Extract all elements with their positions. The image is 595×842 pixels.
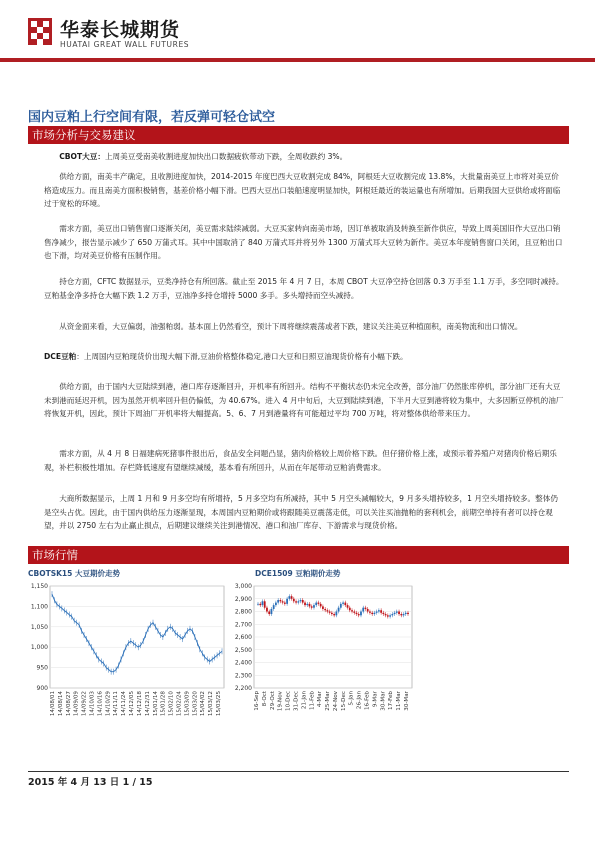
x-tick-label: 16-Feb: [364, 691, 371, 711]
candle-body: [313, 605, 315, 608]
candle-body: [396, 612, 398, 613]
x-tick-label: 15/01/14: [152, 691, 159, 717]
paragraph-text: ：上周国内豆粕现货价出现大幅下滑,豆油价格整体稳定,港口大豆和日照豆油现货价格有小幅下跌。: [76, 352, 408, 361]
section-title: 市场行情: [32, 548, 78, 562]
candle-body: [311, 606, 313, 607]
x-axis-ticks: [254, 690, 410, 711]
y-tick-label: 1,100: [30, 603, 48, 611]
x-tick-label: 15/03/20: [192, 691, 199, 717]
candle-body: [320, 604, 322, 607]
candle-body: [275, 603, 277, 606]
x-tick-label: 16-Sep: [254, 691, 260, 711]
candle-body: [264, 601, 266, 607]
x-tick-label: 15/04/02: [200, 691, 207, 717]
candle-body: [400, 614, 402, 615]
x-tick-label: 17-Feb: [388, 691, 395, 711]
chart-title-dce: DCE1509 豆粕期价走势: [255, 569, 341, 578]
x-tick-label: 29-Oct: [269, 691, 276, 710]
y-tick-label: 2,400: [234, 659, 252, 667]
x-tick-label: 14/08/14: [57, 691, 64, 717]
candle-body: [360, 612, 362, 616]
candle-body: [374, 613, 376, 614]
section-header-analysis: [28, 126, 569, 143]
candle-body: [391, 614, 393, 615]
x-tick-label: 14/09/22: [81, 691, 88, 717]
candle-body: [288, 596, 290, 599]
x-tick-label: 14/09/09: [73, 691, 80, 717]
y-tick-label: 1,000: [30, 644, 48, 652]
company-name-en: HUATAI GREAT WALL FUTURES: [60, 40, 190, 49]
paragraph-cbot-demand: 需求方面，美豆出口销售窗口逐渐关闭，美豆需求陆续减弱。大豆买家转向南美市场，因订单被取消及转换至新作供应，导致上周美国旧作大豆出口销售净减少，报告显示减少了 650 万蒲式耳。其中中国取消了 840 万蒲式耳并将另外 1300 万蒲式耳大豆转为新作。美豆本年度销售窗口关闭，且豆粕出口也下滑，均对美豆价格有压制作用。: [44, 224, 563, 261]
paragraph-cbot-funds: 从资金面来看，大豆偏弱，油强粕弱。基本面上仍然看空，预计下周将继续震荡或者下跌，建议关注美豆种植面积，南美物流和出口情况。: [59, 322, 523, 331]
candle-body: [262, 601, 264, 605]
candle-body: [398, 612, 400, 615]
y-tick-label: 1,050: [30, 623, 48, 631]
candle-body: [284, 603, 286, 604]
x-tick-label: 15/03/12: [208, 691, 215, 717]
x-tick-label: 26-Jan: [356, 691, 363, 710]
x-tick-label: 10-Dec: [285, 691, 292, 711]
y-tick-label: 900: [36, 685, 48, 692]
candle-body: [271, 609, 273, 614]
x-tick-label: 15/01/28: [160, 691, 167, 717]
report-title: 国内豆粕上行空间有限，若反弹可轻仓试空: [28, 110, 276, 125]
candle-body: [257, 604, 259, 605]
candle-body: [403, 614, 405, 615]
section-underline: [28, 143, 569, 144]
candle-body: [331, 613, 333, 614]
candle-body: [376, 612, 378, 613]
x-tick-label: 14/10/16: [97, 691, 104, 717]
candle-body: [309, 604, 311, 607]
x-tick-label: 15-Dec: [340, 691, 347, 711]
x-tick-label: 24-Nov: [332, 691, 339, 712]
candle-body: [277, 600, 279, 603]
x-tick-label: 14/12/18: [136, 691, 143, 717]
candle-body: [322, 606, 324, 609]
y-tick-label: 2,300: [234, 672, 252, 680]
candle-body: [295, 601, 297, 602]
candle-body: [302, 600, 304, 603]
plot-frame: [50, 586, 224, 688]
candle-body: [291, 596, 293, 599]
candle-body: [297, 601, 299, 602]
y-tick-label: 2,200: [234, 685, 252, 692]
candle-body: [266, 608, 268, 612]
candle-body: [268, 612, 270, 615]
paragraph-cbot-supply: 供给方面，南美丰产确定，且收割进度加快，2014-2015 年度巴西大豆收割完成 84%，阿根廷大豆收割完成 13.8%，大批量南美豆上市将对美豆价格造成压力。而且南美方面积极销售，基差价格小幅下滑。巴西大豆出口装船速度明显加快，阿根廷最近的装运量也有所增加。后期我国大豆供给或将面临过于宽松的环境。: [44, 172, 561, 209]
candle-body: [279, 600, 281, 601]
x-tick-label: 25-Mar: [325, 691, 332, 711]
x-tick-label: 14/10/29: [105, 691, 112, 717]
candle-body: [358, 614, 360, 615]
candle-body: [367, 609, 369, 612]
candle-body: [405, 613, 407, 614]
candle-body: [340, 604, 342, 608]
candle-body: [344, 603, 346, 606]
chart-axes: [235, 583, 412, 692]
cbot-price-chart: [28, 580, 228, 758]
x-tick-label: 14/10/03: [89, 691, 96, 717]
x-tick-label: 15/02/24: [176, 691, 183, 717]
footer-divider: [28, 771, 569, 772]
dce-price-chart: [230, 580, 420, 758]
section-header-market: [28, 546, 569, 563]
x-tick-label: 14/11/11: [113, 691, 120, 717]
candle-body: [387, 615, 389, 616]
y-tick-label: 950: [36, 664, 48, 672]
paragraph-text: 上周美豆受南美收割进度加快出口数据疲软带动下跌，全周收跌约 3%。: [104, 152, 348, 161]
x-tick-label: 15/03/09: [184, 691, 191, 717]
candle-body: [385, 614, 387, 615]
x-axis-ticks: [50, 691, 222, 717]
x-tick-label: 11-Mar: [396, 691, 403, 711]
x-tick-label: 14/12/31: [144, 691, 151, 717]
candle-body: [327, 610, 329, 611]
x-tick-label: 21-Jan: [301, 691, 308, 710]
candle-body: [365, 608, 367, 609]
company-name-cn: 华泰长城期货: [60, 19, 181, 41]
candle-body: [273, 605, 275, 609]
candle-body: [333, 614, 335, 615]
paragraph-dce-summary: [44, 350, 564, 364]
x-tick-label: 11-Feb: [309, 691, 316, 711]
y-tick-label: 1,150: [30, 583, 48, 590]
candle-body: [407, 613, 409, 614]
y-tick-label: 2,700: [234, 621, 252, 629]
candle-body: [342, 603, 344, 604]
candle-body: [324, 609, 326, 610]
chart-title-cbot: CBOTSK15 大豆期价走势: [28, 569, 120, 578]
candle-body: [378, 610, 380, 611]
candle-body: [380, 610, 382, 613]
paragraph-dce-position: 大商所数据显示，上周 1 月和 9 月多空均有所增持，5 月多空均有所减持，其中 5 月空头减幅较大，9 月多头增持较多，1 月空头增持较多。整体仍是空头占优。因此，由于国内供给压力逐渐显现，本周国内豆粕期价或将跟随美豆震荡走低，可以关注买油抛粕的套利机会，前期空单持有者可以持仓观望，并以 2750 左右为止赢止损点，后期建议继续关注到港情况、港口和油厂库存、下游需求与现货价格。: [44, 494, 558, 531]
candle-body: [349, 608, 351, 611]
paragraph-label: CBOT大豆：: [59, 152, 105, 161]
candle-body: [369, 612, 371, 613]
candle-body: [335, 612, 337, 616]
candle-body: [318, 603, 320, 604]
paragraph-label: DCE豆粕: [44, 352, 77, 361]
y-tick-label: 2,600: [234, 634, 252, 641]
candle-body: [282, 601, 284, 602]
x-tick-label: 8-Oct: [261, 691, 268, 707]
x-tick-label: 15/03/25: [216, 691, 222, 717]
x-tick-label: 4-Mar: [317, 691, 324, 708]
candle-body: [286, 599, 288, 604]
x-tick-label: 14/12/05: [129, 691, 136, 717]
candle-body: [382, 613, 384, 614]
section-underline: [28, 563, 569, 564]
y-tick-label: 2,800: [234, 608, 252, 616]
candle-body: [389, 615, 391, 616]
x-tick-label: 30-Mar: [404, 691, 410, 711]
candle-body: [338, 608, 340, 612]
x-tick-label: 15/02/10: [168, 691, 175, 717]
candle-body: [371, 613, 373, 614]
x-tick-label: 14/11/24: [121, 691, 128, 717]
candle-body: [304, 603, 306, 606]
company-logo-icon: [28, 18, 52, 45]
candle-body: [329, 612, 331, 613]
paragraph-cbot-position: 持仓方面，CFTC 数据显示，豆类净持仓有所回落。截止至 2015 年 4 月 7 日，本周 CBOT 大豆净空持仓回落 0.3 万手至 1.1 万手，多空同时减持。豆粕基金净多持仓大幅下跌 1.2 万手，豆油净多持仓增持 5000 多手。多头增持而空头减持。: [44, 277, 564, 300]
candle-body: [306, 604, 308, 605]
paragraph-dce-supply: 供给方面，由于国内大豆陆续到港，港口库存逐渐回升，开机率有所回升。结构不平衡状态仍未完全改善，部分油厂仍然胀库停机，部分油厂还有大豆未到港而延迟开机，因为虽然开机率回升但仍偏低，为 40.67%。进入 4 月中旬后，大豆到陆续到港，下半月大豆到港将较为集中，大多因断豆停机的油厂将恢复开机，因此，预计下周油厂开机率将大幅提高。5、6、7 月到港量将有可能超过平均 700 万吨，将对整体供给带来压力。: [44, 382, 564, 419]
candle-body: [394, 613, 396, 614]
candle-body: [351, 610, 353, 611]
header-divider: [0, 58, 595, 62]
candle-body: [347, 605, 349, 608]
x-tick-label: 9-Mar: [372, 691, 379, 708]
paragraph-cbot-summary: [44, 150, 564, 164]
candle-body: [356, 613, 358, 614]
x-tick-label: 19-Nov: [277, 691, 284, 712]
section-title: 市场分析与交易建议: [32, 128, 136, 142]
footer-date-page: 2015 年 4 月 13 日 1 / 15: [28, 777, 153, 788]
x-tick-label: 14/08/01: [50, 691, 56, 717]
candle-body: [315, 603, 317, 606]
candle-body: [293, 599, 295, 602]
candle-body: [300, 600, 302, 601]
x-tick-label: 30-Mar: [380, 691, 387, 711]
candle-body: [259, 604, 261, 605]
paragraph-dce-demand: 需求方面，从 4 月 8 日福建病死猪事件报出后，食品安全问题凸显，猪肉价格较上周价格下跌。但仔猪价格上涨，或预示着养殖户对猪肉价格后期乐观，补栏积极性增加。存栏降低速度有望继续减缓，基本看有所回升，从而在年尾带动豆粕消费需求。: [44, 449, 557, 472]
y-tick-label: 2,900: [234, 595, 252, 603]
x-tick-label: 5-Jan: [348, 691, 355, 706]
candle-body: [362, 608, 364, 612]
x-tick-label: 14/08/27: [65, 691, 72, 717]
candle-body: [353, 612, 355, 613]
y-tick-label: 3,000: [234, 583, 252, 590]
x-tick-label: 31-Dec: [293, 691, 300, 711]
y-tick-label: 2,500: [234, 646, 252, 654]
